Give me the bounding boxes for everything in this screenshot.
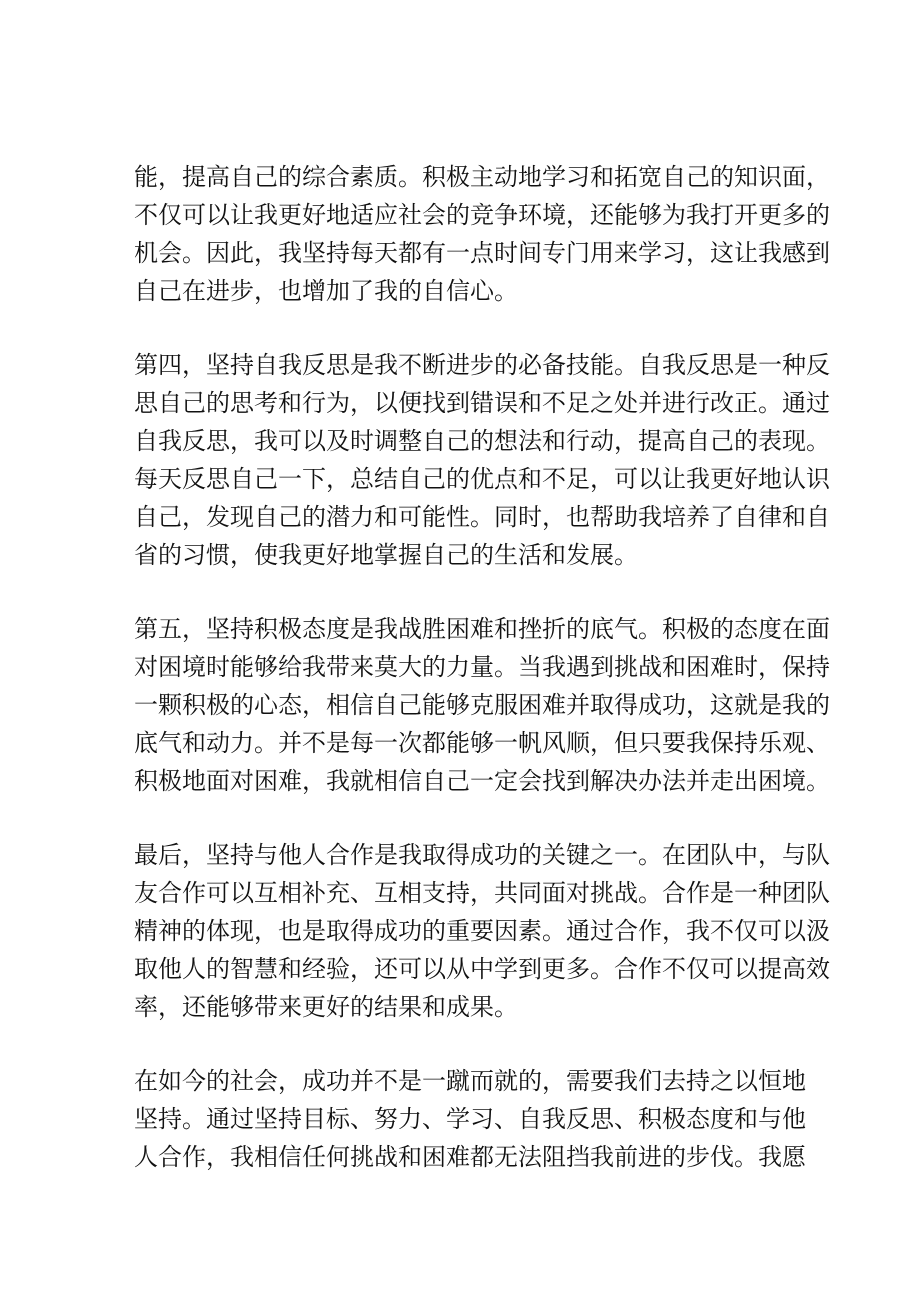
text-line: 友合作可以互相补充、互相支持，共同面对挑战。合作是一种团队 (134, 879, 830, 907)
paragraph-cooperation (134, 836, 830, 1026)
text-line: 不仅可以让我更好地适应社会的竞争环境，还能够为我打开更多的 (134, 201, 830, 229)
text-line: 思自己的思考和行为，以便找到错误和不足之处并进行改正。通过 (134, 389, 830, 417)
text-line: 省的习惯，使我更好地掌握自己的生活和发展。 (134, 541, 638, 569)
text-line: 自己，发现自己的潜力和可能性。同时，也帮助我培养了自律和自 (134, 503, 830, 531)
text-line: 积极地面对困难，我就相信自己一定会找到解决办法并走出困境。 (134, 767, 830, 795)
text-line: 最后，坚持与他人合作是我取得成功的关键之一。在团队中，与队 (134, 841, 830, 869)
paragraph-spacer (134, 800, 824, 836)
paragraph-positive-attitude (134, 610, 830, 800)
paragraph-conclusion (134, 1062, 824, 1176)
text-line: 对困境时能够给我带来莫大的力量。当我遇到挑战和困难时，保持 (134, 653, 830, 681)
text-line: 第四，坚持自我反思是我不断进步的必备技能。自我反思是一种反 (134, 351, 830, 379)
text-line: 能，提高自己的综合素质。积极主动地学习和拓宽自己的知识面， (134, 163, 830, 191)
text-line: 每天反思自己一下，总结自己的优点和不足，可以让我更好地认识 (134, 465, 830, 493)
paragraph-spacer (134, 574, 824, 610)
text-line: 一颗积极的心态，相信自己能够克服困难并取得成功，这就是我的 (134, 691, 830, 719)
text-line: 机会。因此，我坚持每天都有一点时间专门用来学习，这让我感到 (134, 239, 830, 267)
text-line: 自我反思，我可以及时调整自己的想法和行动，提高自己的表现。 (134, 427, 830, 455)
text-line: 人合作，我相信任何挑战和困难都无法阻挡我前进的步伐。我愿 (134, 1143, 806, 1171)
paragraph-spacer (134, 1026, 824, 1062)
text-line: 第五，坚持积极态度是我战胜困难和挫折的底气。积极的态度在面 (134, 615, 830, 643)
text-line: 取他人的智慧和经验，还可以从中学到更多。合作不仅可以提高效 (134, 955, 830, 983)
text-line: 精神的体现，也是取得成功的重要因素。通过合作，我不仅可以汲 (134, 917, 830, 945)
text-line: 率，还能够带来更好的结果和成果。 (134, 993, 518, 1021)
document-body (134, 158, 830, 1176)
text-line: 在如今的社会，成功并不是一蹴而就的，需要我们去持之以恒地 (134, 1067, 806, 1095)
text-line: 自己在进步，也增加了我的自信心。 (134, 277, 518, 305)
text-line: 底气和动力。并不是每一次都能够一帆风顺，但只要我保持乐观、 (134, 729, 830, 757)
paragraph-self-reflection (134, 346, 830, 574)
paragraph-spacer (134, 310, 824, 346)
text-line: 坚持。通过坚持目标、努力、学习、自我反思、积极态度和与他 (134, 1105, 806, 1133)
paragraph-study (134, 158, 830, 310)
